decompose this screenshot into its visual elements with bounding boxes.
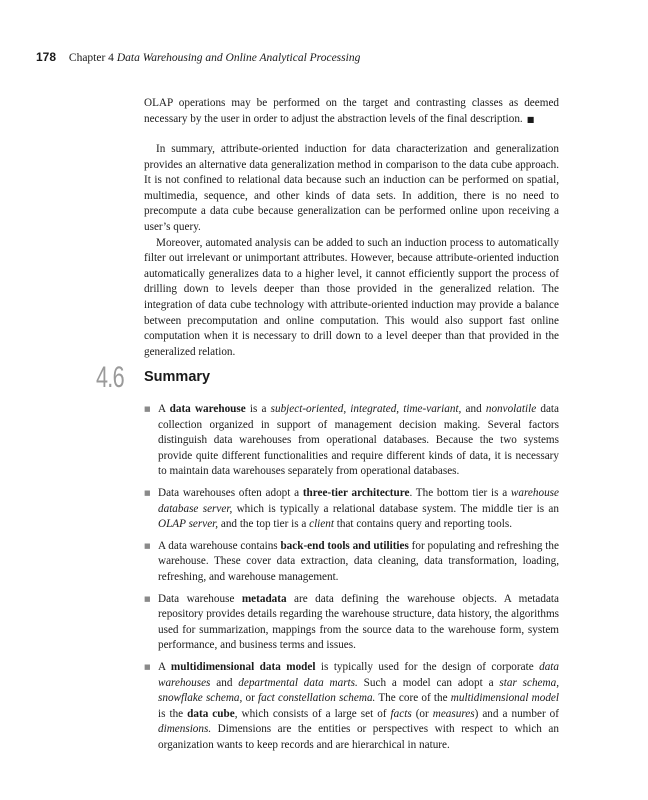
intro-closing-paragraph [144, 96, 559, 127]
term-back-end-tools: back-end tools and utilities [280, 539, 409, 552]
intro-closing-text: OLAP operations may be performed on the target and contrasting classes as deemed necessary by the user in order to adjust the abstraction levels of the final description. [144, 97, 559, 125]
running-header [36, 50, 360, 65]
summary-paragraph-1: In summary, attribute-oriented induction for data characterization and generalization provides an alternative data generalization method in comparison to the data cube approach. It is not confined to relational data because such an induction can be performed on spatial, multimedia, sequence, and other kinds of data sets. In addition, there is no need to precompute a data cube because generalization can be performed online upon receiving a user’s query. [144, 143, 559, 233]
page-number: 178 [36, 50, 57, 64]
end-of-example-mark: ■ [526, 114, 535, 124]
summary-text-block [144, 142, 559, 360]
list-item: ■ A data warehouse is a subject-oriented, integrated, time-variant, and nonvolatile data collection organized in support of management decision making. Several factors distinguish data warehouses from operational databases. Because the two systems provide quite different functionalities and require different kinds of data, it is necessary to maintain data warehouses separately from operational databases. [144, 403, 559, 478]
term-multidimensional-data-model: multidimensional data model [170, 660, 316, 673]
chapter-label: Chapter 4 [68, 52, 114, 64]
list-item: ■ Data warehouses often adopt a three-tier architecture. The bottom tier is a warehouse database server, which is typically a relational database system. The middle tier is an OLAP server, and the top tier is a client that contains query and reporting tools. [144, 486, 559, 531]
bullet-marker: ■ [144, 594, 151, 603]
summary-paragraph-2: Moreover, automated analysis can be added to such an induction process to automatically filter out irrelevant or unimportant attributes. However, because attribute-oriented induction automatically generalizes data to a higher level, it cannot efficiently support the process of drilling down to levels deeper than those provided in the generalized relation. The integration of data cube technology with attribute-oriented induction may provide a balance between precomputation and online computation. This would also support fast online computation when it is necessary to drill down to a level deeper than that provided in the generalized relation. [144, 236, 559, 358]
summary-bullet-list [144, 402, 559, 759]
chapter-title: Data Warehousing and Online Analytical Processing [116, 52, 361, 64]
term-three-tier-architecture: three-tier architecture [302, 486, 410, 499]
list-item: ■ Data warehouse metadata are data defining the warehouse objects. A metadata repository provides details regarding the warehouse structure, data history, the algorithms used for summarization, mappings from the source data to the warehouse form, system performance, and business terms and issues. [144, 592, 559, 652]
section-title: Summary [144, 369, 211, 385]
term-data-cube: data cube [187, 707, 235, 720]
section-number: 4.6 [96, 361, 124, 394]
bullet-marker: ■ [144, 541, 151, 550]
bullet-marker: ■ [144, 488, 151, 497]
bullet-marker: ■ [144, 405, 151, 413]
bullet-marker: ■ [144, 662, 151, 671]
list-item: ■ A multidimensional data model is typically used for the design of corporate data warehouses and departmental data marts. Such a model can adopt a star schema, snowflake schema, or fact constellation schema. The core of the multidimensional model is the data cube, which consists of a large set of facts (or measures) and a number of dimensions. Dimensions are the entities or perspectives with respect to which an organization wants to keep records and are hierarchical in nature. [144, 660, 560, 751]
term-data-warehouse: data warehouse [169, 403, 246, 415]
list-item: ■ A data warehouse contains back-end tools and utilities for populating and refreshing the warehouse. These cover data extraction, data cleaning, data transformation, loading, refreshing, and warehouse management. [144, 539, 559, 583]
term-metadata: metadata [241, 592, 287, 605]
